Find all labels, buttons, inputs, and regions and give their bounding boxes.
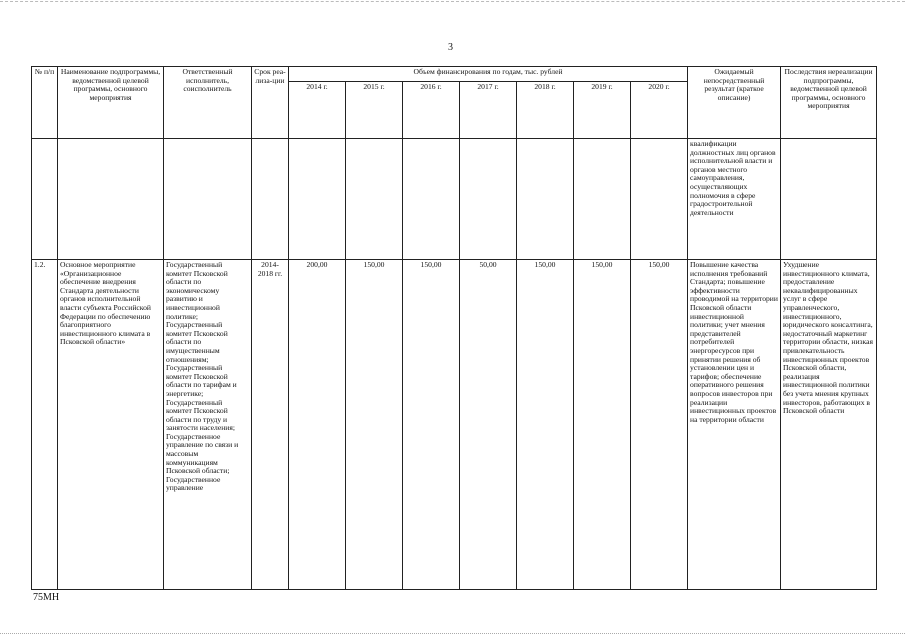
cell-num: 1.2. — [32, 260, 58, 590]
cell-result: Повышение качества исполнения требований Стандарта; повышение эффективности проводимой на территории Псковской области инвестиционной политики; учет мнения представителей потребителей энергоресурсов при принятии решения об установлении цен и тарифов; обеспечение оперативного решения вопросов инвесторов при реализации инвестиционных проектов на территории области — [688, 260, 781, 590]
header-result: Ожидаемый непосредственный результат (краткое описание) — [688, 67, 781, 139]
header-term: Срок реа-лиза-ции — [252, 67, 289, 139]
scan-edge-bottom — [0, 633, 905, 634]
cell-empty — [32, 139, 58, 260]
cell-amount-2016: 150,00 — [403, 260, 460, 590]
cell-amount-2018: 150,00 — [517, 260, 574, 590]
cell-executor: Государственный комитет Псковской области по экономическому развитию и инвестиционной политике; Государственный комитет Псковской области по имущественным отношениям; Государственный комитет Псковской области по тарифам и энергетике; Государственный комитет Псковской области по труду и занятости населения; Государственное управление по связи и массовым коммуникациям Псковской области; Государственное управление — [164, 260, 252, 590]
cell-amount-2020: 150,00 — [631, 260, 688, 590]
cell-empty — [289, 139, 346, 260]
cell-amount-2017: 50,00 — [460, 260, 517, 590]
table-row-1-2 — [32, 260, 877, 590]
cell-empty — [58, 139, 164, 260]
cell-empty — [164, 139, 252, 260]
cell-amount-2015: 150,00 — [346, 260, 403, 590]
cell-empty — [403, 139, 460, 260]
cell-empty — [574, 139, 631, 260]
page-number: 3 — [448, 42, 453, 53]
header-year: 2014 г. — [289, 82, 346, 139]
header-year: 2015 г. — [346, 82, 403, 139]
cell-empty — [631, 139, 688, 260]
cell-empty — [252, 139, 289, 260]
cell-empty — [460, 139, 517, 260]
cell-result-continued: квалификации должностных лиц органов исполнительной власти и органов местного самоуправления, осуществляющих полномочия в сфере градостроительной деятельности — [688, 139, 781, 260]
cell-empty — [781, 139, 877, 260]
header-row — [32, 67, 877, 82]
header-year: 2020 г. — [631, 82, 688, 139]
cell-amount-2019: 150,00 — [574, 260, 631, 590]
header-consequences: Последствия нереализации подпрограммы, ведомственной целевой программы, основного мероприятия — [781, 67, 877, 139]
header-year: 2017 г. — [460, 82, 517, 139]
header-num: № п/п — [32, 67, 58, 139]
header-financing: Объем финансирования по годам, тыс. рублей — [289, 67, 688, 82]
header-year: 2016 г. — [403, 82, 460, 139]
financing-table — [31, 66, 877, 590]
scan-edge-top — [0, 1, 905, 2]
header-executor: Ответственный исполнитель, соисполнитель — [164, 67, 252, 139]
header-year: 2019 г. — [574, 82, 631, 139]
header-name: Наименование подпрограммы, ведомственной целевой программы, основного мероприятия — [58, 67, 164, 139]
cell-empty — [517, 139, 574, 260]
header-year: 2018 г. — [517, 82, 574, 139]
cell-consequences: Ухудшение инвестиционного климата, предоставление неквалифицированных услуг в сфере управленческого, инвестиционного, юридического консалтинга, недостаточный маркетинг территории области, низкая привлекательность инвестиционных проектов Псковской области, реализация инвестиционной политики без учета мнения крупных инвесторов, работающих в Псковской области — [781, 260, 877, 590]
cell-name: Основное мероприятие «Организационное обеспечение внедрения Стандарта деятельности органов исполнительной власти субъекта Российской Федерации по обеспечению благоприятного инвестиционного климата в Псковской области» — [58, 260, 164, 590]
cell-term: 2014-2018 гг. — [252, 260, 289, 590]
table-row-continued — [32, 139, 877, 260]
cell-empty — [346, 139, 403, 260]
footer-code: 75МН — [33, 592, 60, 603]
cell-amount-2014: 200,00 — [289, 260, 346, 590]
